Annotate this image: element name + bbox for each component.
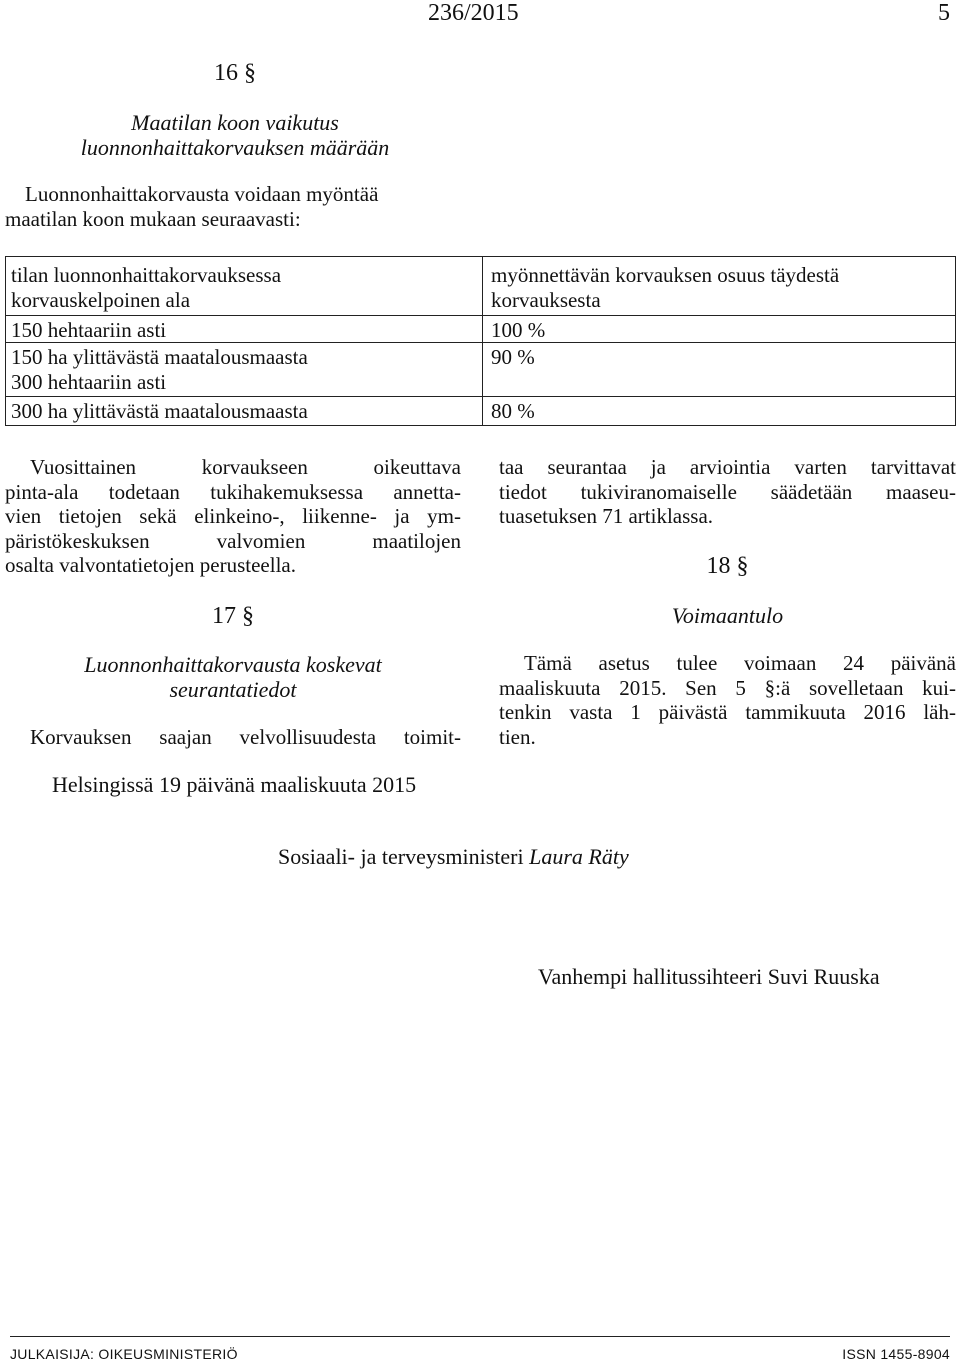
annual-area-paragraph — [5, 455, 461, 578]
section-17-title-line: Luonnonhaittakorvausta koskevat — [84, 652, 382, 677]
cell-area: 150 hehtaariin asti — [11, 318, 167, 342]
intro-line: maatilan koon mukaan seuraavasti: — [5, 206, 301, 231]
table-row — [6, 343, 955, 397]
section-17-text-start: Korvauksen saajan velvollisuudesta toimit- — [30, 725, 461, 749]
para-line: taa seurantaa ja arviointia varten tarvittavat — [499, 455, 956, 479]
section-17-number: 17 § — [212, 603, 254, 629]
para-line: tenkin vasta 1 päivästä tammikuuta 2016 läh- — [499, 700, 956, 724]
section-16-title-line: Maatilan koon vaikutus — [131, 110, 339, 135]
section-16-number: 16 § — [214, 60, 256, 86]
header-text: myönnettävän korvauksen osuus täydestä — [491, 263, 840, 287]
para-line: pinta-ala todetaan tukihakemuksessa annetta- — [5, 479, 461, 504]
cell-text: 150 ha ylittävästä maatalousmaasta — [11, 345, 308, 369]
issn: ISSN 1455-8904 — [842, 1346, 950, 1362]
cell-text: 300 hehtaariin asti — [11, 369, 167, 394]
footer-rule — [10, 1336, 950, 1337]
page-header — [0, 0, 960, 30]
section-16-intro — [5, 182, 465, 231]
minister-signature — [278, 845, 629, 870]
minister-name: Laura Räty — [529, 844, 629, 869]
header-cell-share — [491, 263, 951, 312]
header-text: tilan luonnonhaittakorvauksessa — [11, 263, 282, 287]
section-17-title — [5, 652, 461, 702]
section-17-title-line: seurantatiedot — [169, 677, 297, 702]
para-line: Tämä asetus tulee voimaan 24 päivänä — [524, 651, 956, 675]
page-number: 5 — [938, 0, 950, 26]
para-line: maaliskuuta 2015. Sen 5 §:ä sovelletaan kui- — [499, 675, 956, 700]
para-line: tuasetuksen 71 artiklassa. — [499, 504, 714, 528]
minister-title: Sosiaali- ja terveysministeri — [278, 844, 524, 869]
section-17-text-continued — [499, 455, 956, 529]
para-line: osalta valvontatietojen perusteella. — [5, 553, 296, 577]
table-row — [6, 397, 955, 425]
para-line: vien tietojen sekä elinkeino-, liikenne- ja ym- — [5, 504, 461, 528]
header-text: korvauksesta — [491, 287, 601, 312]
cell-area: 300 ha ylittävästä maatalousmaasta — [11, 399, 308, 423]
para-line: päristökeskuksen valvomien maatilojen — [5, 528, 461, 553]
header-cell-area — [11, 263, 471, 312]
para-line: tien. — [499, 724, 536, 749]
table-header-row — [6, 257, 955, 316]
section-16-title-line: luonnonhaittakorvauksen määrään — [80, 135, 390, 160]
table-row — [6, 316, 955, 343]
section-16-title — [5, 110, 465, 160]
area-share-table — [5, 256, 956, 426]
header-text: korvauskelpoinen ala — [11, 287, 191, 312]
cell-share: 90 % — [491, 345, 535, 369]
publisher: JULKAISIJA: OIKEUSMINISTERIÖ — [10, 1346, 238, 1362]
place-date: Helsingissä 19 päivänä maaliskuuta 2015 — [52, 772, 417, 797]
para-line: tiedot tukiviranomaiselle säädetään maaseu- — [499, 479, 956, 504]
section-18-text — [499, 651, 956, 749]
intro-line: Luonnonhaittakorvausta voidaan myöntää — [25, 182, 379, 206]
section-18-number: 18 § — [706, 553, 749, 579]
official-signature: Vanhempi hallitussihteeri Suvi Ruuska — [538, 964, 880, 989]
document-id: 236/2015 — [428, 0, 519, 26]
cell-area — [11, 345, 471, 394]
cell-share: 100 % — [491, 318, 546, 342]
cell-share: 80 % — [491, 399, 535, 423]
section-18-title: Voimaantulo — [671, 603, 784, 628]
para-line: Vuosittainen korvaukseen oikeuttava — [30, 455, 461, 479]
page-footer — [10, 1346, 950, 1362]
